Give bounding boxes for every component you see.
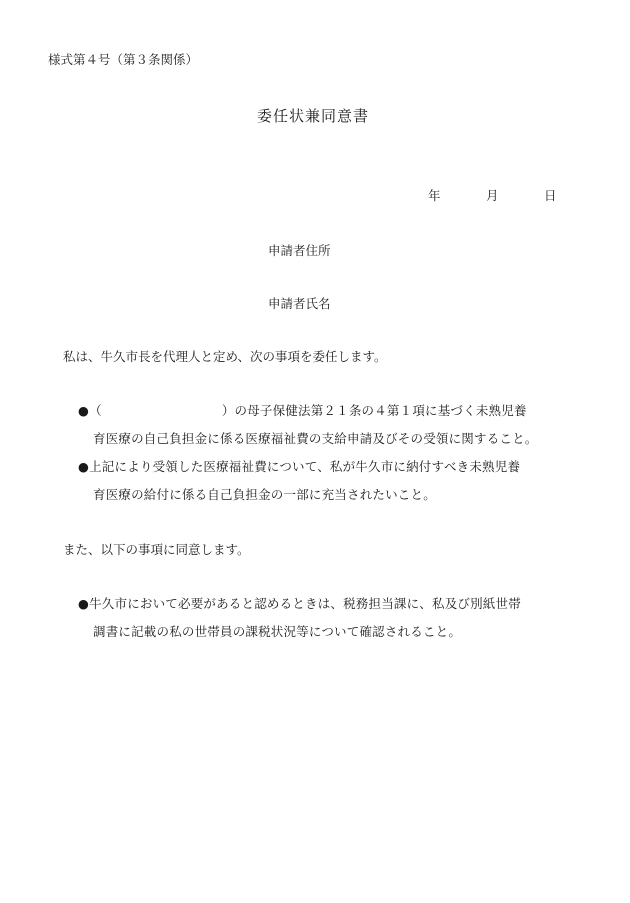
form-number: 様式第４号（第３条関係）	[48, 52, 199, 67]
applicant-name-label: 申請者氏名	[268, 296, 331, 311]
consent-item-1-continuation: 調書に記載の私の世帯員の課税状況等について確認されること。	[93, 624, 462, 639]
delegation-item-2-continuation: 育医療の給付に係る自己負担金の一部に充当されたいこと。	[93, 487, 436, 502]
delegation-item-1-bullet: ●（	[78, 403, 102, 418]
delegation-intro: 私は、牛久市長を代理人と定め、次の事項を委任します。	[63, 349, 387, 364]
date-day-label: 日	[544, 188, 557, 203]
date-month-label: 月	[486, 188, 499, 203]
document-title: 委任状兼同意書	[257, 107, 370, 125]
consent-item-1-text: ●牛久市において必要があると認めるときは、税務担当課に、私及び別紙世帯	[78, 596, 521, 611]
delegation-item-2-text: ●上記により受領した医療福祉費について、私が牛久市に納付すべき未熟児養	[78, 459, 521, 474]
consent-intro: また、以下の事項に同意します。	[63, 542, 250, 557]
delegation-item-1-continuation: 育医療の自己負担金に係る医療福祉費の支給申請及びその受領に関すること。	[93, 431, 538, 446]
delegation-item-1-text: ）の母子保健法第２１条の４第１項に基づく未熟児養	[221, 403, 527, 418]
applicant-address-label: 申請者住所	[268, 243, 331, 258]
date-year-label: 年	[428, 188, 441, 203]
